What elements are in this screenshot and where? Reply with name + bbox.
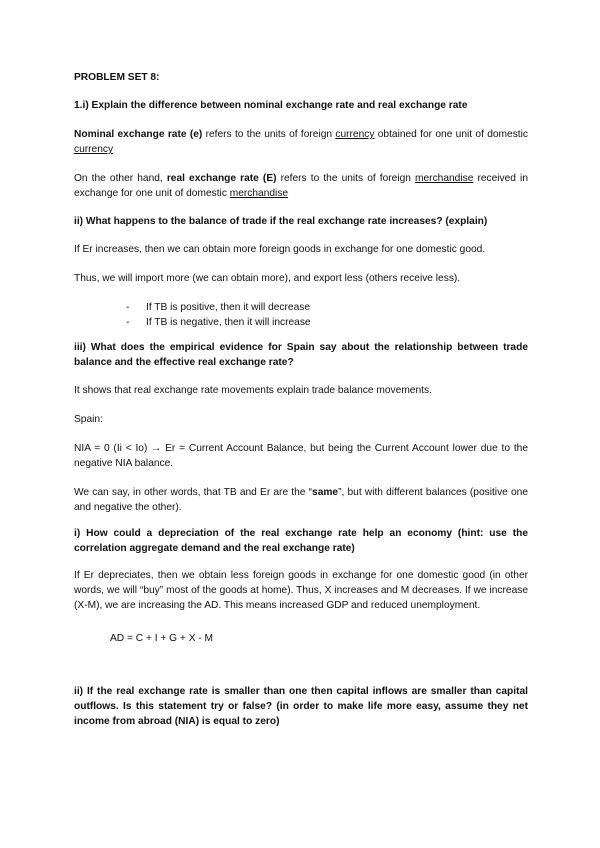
real-definition [74, 171, 528, 201]
q2-paragraph-2: Thus, we will import more (we can obtain more), and export less (others receive less). [74, 273, 461, 284]
nominal-text-a: refers to the units of foreign [202, 129, 336, 140]
merchandise-link-1: merchandise [415, 173, 474, 184]
ad-formula: AD = C + I + G + X - M [110, 633, 214, 644]
nominal-term: Nominal exchange rate (e) [74, 129, 203, 140]
list-item: - If TB is negative, then it will increase [126, 315, 528, 330]
q3-paragraph-1: It shows that real exchange rate movements explain trade balance movements. [74, 385, 432, 396]
real-text-c: received in exchange for one unit of domestic [74, 173, 528, 199]
real-term: real exchange rate (E) [166, 173, 277, 184]
q3-p4-text-b: ”, but with different balances (positive one and negative the other). [74, 487, 528, 513]
document-page [74, 70, 528, 729]
q3-paragraph-2: Spain: [74, 414, 103, 425]
nominal-definition [74, 127, 528, 157]
currency-link-2: currency [74, 144, 114, 155]
q3-paragraph-3: NIA = 0 (Ii < Io) → Er = Current Account Balance, but being the Current Account lower due to the negative NIA balance. [74, 443, 528, 469]
currency-link-1: currency [335, 129, 375, 140]
question-4-heading: i) How could a depreciation of the real exchange rate help an economy (hint: use the correlation aggregate demand and the real exchange rate) [74, 528, 528, 554]
q2-paragraph-1: If Er increases, then we can obtain more foreign goods in exchange for one domestic good. [74, 244, 486, 255]
nominal-text-b: obtained for one unit of domestic [374, 129, 528, 140]
q4-paragraph-1: If Er depreciates, then we obtain less foreign goods in exchange for one domestic good (in other words, we will “buy” most of the goods at home). Thus, X increases and M decreases. If we increase (X-M), we are increasing the AD. This means increased GDP and reduced unemployment. [74, 570, 528, 611]
question-3-heading: iii) What does the empirical evidence for Spain say about the relationship between trade balance and the effective real exchange rate? [74, 342, 528, 368]
q3-p4-same: same [312, 487, 339, 498]
merchandise-link-2: merchandise [229, 188, 289, 199]
list-item: - If TB is positive, then it will decrease [126, 300, 528, 315]
page-title: PROBLEM SET 8: [74, 72, 160, 83]
question-5-heading: ii) If the real exchange rate is smaller than one then capital inflows are smaller than capital outflows. Is this statement try or false? (in order to make life more easy, assume they net income from abroad (NIA) is equal to zero) [74, 686, 528, 727]
question-2-heading: ii) What happens to the balance of trade if the real exchange rate increases? (explain) [74, 216, 488, 227]
q3-paragraph-4 [74, 485, 528, 515]
q3-p4-text-a: We can say, in other words, that TB and Er are the “ [74, 487, 313, 498]
real-text-a: On the other hand, [74, 173, 167, 184]
real-text-b: refers to the units of foreign [276, 173, 416, 184]
tb-bullet-list [74, 300, 528, 330]
question-1-heading: 1.i) Explain the difference between nominal exchange rate and real exchange rate [74, 100, 468, 111]
